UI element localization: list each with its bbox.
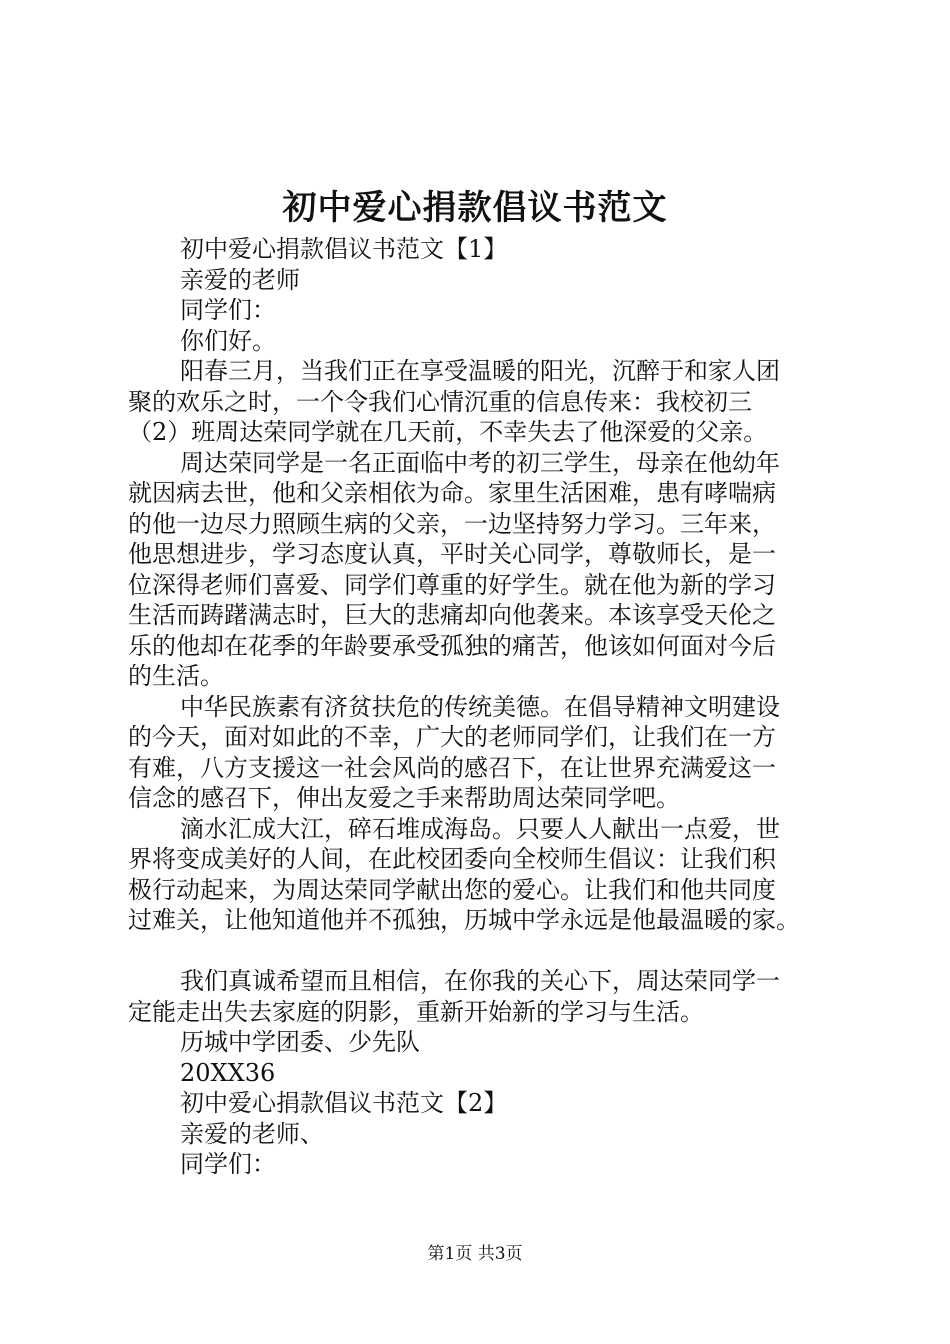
paragraph-line: 同学们： [180, 296, 276, 324]
paragraph-line: 过难关，让他知道他并不孤独，历城中学永远是他最温暖的家。 [128, 906, 800, 934]
paragraph-line: 同学们： [180, 1150, 276, 1178]
paragraph-line: 亲爱的老师、 [180, 1119, 324, 1148]
paragraph-line: 中华民族素有济贫扶危的传统美德。在倡导精神文明建设 [180, 692, 780, 721]
signature-line: 历城中学团委、少先队 [180, 1028, 420, 1056]
paragraph-line: 有难，八方支援这一社会风尚的感召下，在让世界充满爱这一 [128, 753, 776, 782]
paragraph-line: 周达荣同学是一名正面临中考的初三学生，母亲在他幼年 [180, 448, 780, 477]
paragraph-line: 位深得老师们喜爱、同学们尊重的好学生。就在他为新的学习 [128, 570, 776, 599]
blank-line [128, 936, 848, 967]
paragraph-line: 我们真诚希望而且相信，在你我的关心下，周达荣同学一 [180, 967, 780, 995]
page-footer: 第1页 共3页 [427, 1244, 523, 1264]
paragraph-line: 乐的他却在花季的年龄要承受孤独的痛苦，他该如何面对今后 [128, 631, 776, 660]
paragraph-line: （2）班周达荣同学就在几天前，不幸失去了他深爱的父亲。 [128, 418, 768, 446]
paragraph-line: 你们好。 [180, 326, 276, 355]
paragraph-line: 的生活。 [128, 662, 224, 690]
section-heading: 初中爱心捐款倡议书范文【2】 [180, 1089, 508, 1117]
paragraph-line: 亲爱的老师 [180, 265, 300, 294]
paragraph-line: 的今天，面对如此的不幸，广大的老师同学们，让我们在一方 [128, 723, 776, 751]
paragraph-line: 的他一边尽力照顾生病的父亲，一边坚持努力学习。三年来， [128, 509, 776, 538]
date-line: 20XX36 [180, 1058, 276, 1087]
paragraph-line: 聚的欢乐之时，一个令我们心情沉重的信息传来：我校初三 [128, 387, 752, 416]
paragraph-line: 就因病去世，他和父亲相依为命。家里生活困难，患有哮喘病 [128, 479, 776, 507]
paragraph-line: 阳春三月，当我们正在享受温暖的阳光，沉醉于和家人团 [180, 357, 780, 385]
paragraph-line: 界将变成美好的人间，在此校团委向全校师生倡议：让我们积 [128, 845, 776, 873]
paragraph-line: 生活而踌躇满志时，巨大的悲痛却向他袭来。本该享受天伦之 [128, 601, 776, 629]
paragraph-line: 初中爱心捐款倡议书范文【1】 [180, 235, 508, 263]
paragraph-line: 滴水汇成大江，碎石堆成海岛。只要人人献出一点爱，世 [180, 814, 780, 843]
paragraph-line: 定能走出失去家庭的阴影，重新开始新的学习与生活。 [128, 997, 704, 1026]
document-title: 初中爱心捐款倡议书范文 [282, 188, 668, 228]
document-body [128, 234, 848, 1180]
paragraph-line: 极行动起来，为周达荣同学献出您的爱心。让我们和他共同度 [128, 875, 776, 904]
paragraph-line: 信念的感召下，伸出友爱之手来帮助周达荣同学吧。 [128, 784, 680, 812]
paragraph-line: 他思想进步，学习态度认真，平时关心同学，尊敬师长，是一 [128, 540, 776, 568]
